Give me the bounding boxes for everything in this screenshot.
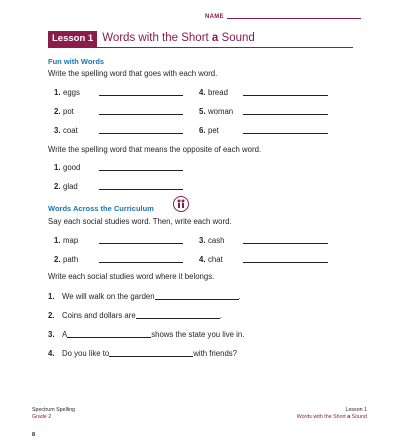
sentence-item: 1. We will walk on the garden . xyxy=(48,292,241,301)
instruction-opposite: Write the spelling word that means the opposite of each word. xyxy=(48,145,262,154)
instruction-fun: Write the spelling word that goes with each word. xyxy=(48,69,218,78)
exercise-item: 3. cash xyxy=(199,236,328,245)
social-studies-icon xyxy=(173,196,189,212)
answer-blank[interactable] xyxy=(243,114,328,115)
section-heading-curriculum: Words Across the Curriculum xyxy=(48,204,154,213)
name-line[interactable] xyxy=(227,18,361,19)
page-number: 8 xyxy=(32,432,36,438)
exercise-item: 6. pet xyxy=(199,126,328,135)
answer-blank[interactable] xyxy=(243,262,328,263)
answer-blank[interactable] xyxy=(99,133,183,134)
lesson-title: Words with the Short a Sound xyxy=(102,32,255,44)
answer-blank[interactable] xyxy=(109,356,193,357)
answer-blank[interactable] xyxy=(243,133,328,134)
answer-blank[interactable] xyxy=(136,318,220,319)
exercise-item: 5. woman xyxy=(199,107,328,116)
answer-blank[interactable] xyxy=(99,95,183,96)
answer-blank[interactable] xyxy=(99,189,183,190)
answer-blank[interactable] xyxy=(155,299,239,300)
sentence-item: 4. Do you like to with friends? xyxy=(48,349,238,358)
exercise-item: 2. pot xyxy=(54,107,183,116)
name-label: NAME xyxy=(205,14,224,20)
answer-blank[interactable] xyxy=(99,243,183,244)
name-field xyxy=(205,14,361,20)
exercise-item: 2. glad xyxy=(54,182,183,191)
footer-lesson: Lesson 1 xyxy=(345,407,367,413)
exercise-item: 3. coat xyxy=(54,126,183,135)
footer-grade: Grade 2 xyxy=(32,414,52,420)
instruction-belongs: Write each social studies word where it belongs. xyxy=(48,272,215,281)
sentence-item: 2. Coins and dollars are . xyxy=(48,311,222,320)
exercise-item: 1. eggs xyxy=(54,88,183,97)
exercise-item: 4. bread xyxy=(199,88,328,97)
answer-blank[interactable] xyxy=(243,95,328,96)
sentence-item: 3. A shows the state you live in. xyxy=(48,330,245,339)
answer-blank[interactable] xyxy=(99,114,183,115)
section-heading-fun: Fun with Words xyxy=(48,57,105,66)
footer-right xyxy=(297,407,367,421)
exercise-item: 2. path xyxy=(54,255,183,264)
exercise-item: 4. chat xyxy=(199,255,328,264)
instruction-curriculum: Say each social studies word. Then, write each word. xyxy=(48,217,232,226)
answer-blank[interactable] xyxy=(67,337,151,338)
exercise-item: 1. good xyxy=(54,163,183,172)
title-rule xyxy=(48,47,353,48)
exercise-item: 1. map xyxy=(54,236,183,245)
footer-lesson-title: Words with the Short a Sound xyxy=(296,414,367,420)
lesson-title-bar xyxy=(48,31,353,47)
footer-book-title: Spectrum Spelling xyxy=(32,407,75,413)
answer-blank[interactable] xyxy=(243,243,328,244)
footer-left xyxy=(32,407,75,421)
lesson-number-box: Lesson 1 xyxy=(48,31,97,47)
answer-blank[interactable] xyxy=(99,262,183,263)
answer-blank[interactable] xyxy=(99,170,183,171)
